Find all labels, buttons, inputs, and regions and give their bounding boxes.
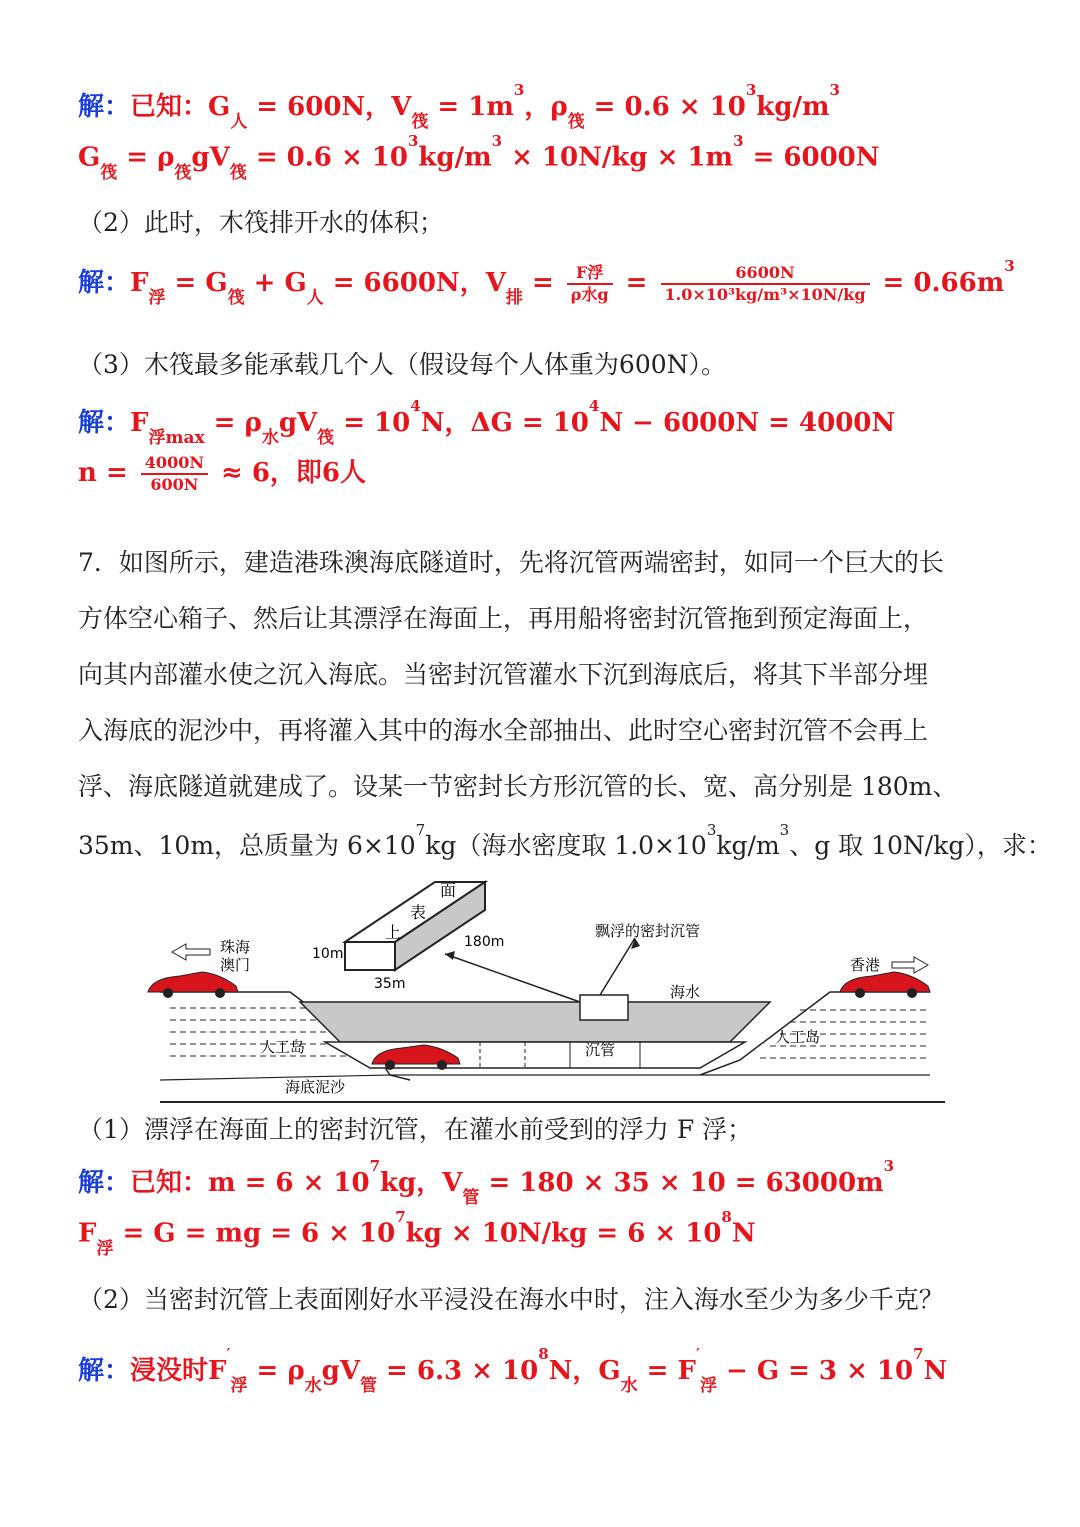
rest: N − 6000N = 4000N [599,408,896,438]
eq: = G = mg = 6 × 10 [113,1218,396,1249]
box-low-text: 上 [385,923,402,942]
box-top-text: 面 [440,881,457,900]
question-3: （3）木筏最多能承载几个人（假设每个人体重为600N）。 [78,350,727,379]
sup-3: 3 [883,1157,895,1176]
n-eq: n = [78,458,137,488]
float-label: 飘浮的密封沉管 [595,922,701,940]
g-value: = 600N， [247,92,392,122]
eq: = G [165,268,228,298]
arrow-to-box [445,954,580,1002]
problem7-line-6 [78,820,1052,862]
v-symbol: V [442,1168,463,1198]
seabed-line [160,1075,930,1080]
sub-fumax: 浮max [148,428,205,449]
f-symbol: F [130,408,149,438]
jie-label: 解： [78,1168,131,1198]
island-left-label: 人工岛 [260,1038,306,1056]
end: N [731,1218,756,1249]
dim-w: 35m [374,976,406,992]
box-mid-text: 表 [410,903,427,922]
answer-line-3: 解：$F_浮 = G_筏 + G_人 = 6600N$，$V_排$ = $\frac{\text{F浮}}{\text{ρ水g}}$ = $\frac{6600N}{\text{1.0×10³kg/m³×10N/kg}}$ = $0.66m^3$ [78,257,1015,309]
frac2-num: 6600N [661,263,870,285]
jie-label: 解： [78,92,131,122]
sub-fu-2: 浮 [699,1376,717,1397]
sub-shui-2: 水 [620,1376,638,1397]
sub-ren: 人 [230,112,248,133]
fraction-2 [661,263,870,305]
jie-label: 解： [78,1356,131,1386]
n-g: N，G [548,1356,621,1386]
sup3: 3 [706,820,717,839]
answer-line-7 [78,1208,756,1259]
car-left-icon [148,972,238,998]
end: − G = 3 × 10 [716,1356,914,1386]
right-arrow-icon [892,957,928,973]
fraction-3 [141,453,208,495]
answer-line-8: 解：浸没时$F'_浮 = \rho_水gV_管 = 6.3 \times 10^8N$，$G_水 = F'_浮 - G = 3 \times 10^7N$ [78,1345,948,1397]
g-symbol: G [208,92,231,122]
p7l6-c: kg/m [716,831,780,860]
sup7: 7 [415,820,426,839]
sup-8: 8 [538,1345,549,1364]
pipe-label: 沉管 [585,1041,616,1059]
rho-value: = 0.6 × 10 [584,92,746,122]
sub-fa: 筏 [317,428,335,449]
answer-line-2: $G_筏 = \rho_筏gV_筏 = 0.6 \times 10^3kg/m^3 \times 10N/kg \times 1m^3 = 6000N$ [78,132,880,183]
sub-guan: 管 [360,1376,377,1397]
sub-fa: 筏 [411,112,429,133]
sup-7: 7 [369,1157,381,1176]
value: = 6600N， [323,268,486,298]
problem7-line-4: 入海底的泥沙中，再将灌入其中的海水全部抽出、此时空心密封沉管不会再上 [78,716,929,745]
unit: kg/m [418,142,492,173]
answer-line-4 [78,397,896,449]
sub-fa-2: 筏 [567,112,585,133]
result: = 0.66m [873,268,1005,298]
frac1-den: ρ水g [570,285,609,304]
sub-pai: 排 [505,288,523,309]
p7l6-a: 35m、10m，总质量为 6×10 [78,831,416,860]
sub-fa-2: 筏 [174,162,192,183]
sup-3c: 3 [829,81,840,100]
sub-shui: 水 [261,428,279,449]
left-label-2: 澳门 [220,956,251,974]
sub-ren: 人 [306,288,324,309]
value: = 10 [334,408,411,438]
sup-3: 3 [513,81,525,100]
m-value: m = 6 × 10 [208,1168,370,1198]
result: = 6000N [743,142,880,173]
v-symbol: V [485,268,506,298]
value: = 6.3 × 10 [377,1356,539,1386]
question-2: （2）此时，木筏排开水的体积； [78,208,444,237]
problem7-line-2: 方体空心箱子、然后让其漂浮在海面上，再用船将密封沉管拖到预定海面上， [78,604,929,633]
sup-4b: 4 [588,397,600,416]
dim-l: 180m [464,934,505,950]
end2: N [923,1356,948,1386]
sup3b: 3 [779,820,790,839]
sup-8: 8 [721,1208,732,1226]
mid: kg × 10N/kg = 6 × 10 [405,1218,722,1249]
right-label: 香港 [850,956,881,974]
rest: × 10N/kg × 1m [502,142,734,173]
box-3d [345,882,485,970]
question-7-1: （1）漂浮在海面上的密封沉管，在灌水前受到的浮力 F 浮； [78,1115,753,1144]
car-right-icon [840,972,930,998]
left-arrow-icon [172,944,210,960]
question-7-2: （2）当密封沉管上表面刚好水平浸没在海水中时，注入海水至少为多少千克？ [78,1285,944,1314]
prime: ′ [226,1345,231,1364]
value: = 180 × 35 × 10 = 63000m [479,1168,884,1198]
sup-3b: 3 [745,81,757,100]
eq-sign: = [522,268,563,298]
problem7-line-1: 7．如图所示，建造港珠澳海底隧道时，先将沉管两端密封，如同一个巨大的长 [78,548,944,577]
p7l6-d: 、g 取 10N/kg），求： [789,831,1052,860]
sub-fu: 浮 [96,1238,114,1259]
problem7-line-5: 浮、海底隧道就建成了。设某一节密封长方形沉管的长、宽、高分别是 180m、 [78,772,958,801]
f-symbol: F [78,1218,97,1249]
rest: ≈ 6，即6人 [211,458,367,488]
dim-h: 10m [312,946,344,962]
gv: gV [278,408,318,438]
answer-line-1 [78,81,840,133]
left-label-1: 珠海 [220,938,251,956]
sup-7: 7 [395,1208,406,1226]
sub-fa-3: 筏 [229,162,247,183]
gv: gV [191,142,230,173]
sub-fu: 浮 [148,288,166,309]
answer-line-5 [78,452,366,495]
frac3-num: 4000N [141,453,208,475]
sea-label: 海水 [670,983,701,1001]
problem7-line-3: 向其内部灌水使之沉入海底。当密封沉管灌水下沉到海底后，将其下半部分埋 [78,660,929,689]
tunnel-diagram [140,870,950,1110]
gv: gV [321,1356,360,1386]
eq-rho: = ρ [117,142,175,173]
known-label: 已知： [130,1168,209,1198]
delta-g: N，ΔG = 10 [420,408,589,438]
f-symbol: F [130,268,149,298]
rho-unit: kg/m [756,92,830,122]
arrow-to-label [600,938,635,995]
frac1-num: F浮 [567,263,613,285]
eq: = ρ [204,408,262,438]
eq2: = 0.6 × 10 [246,142,408,173]
v-value: = 1m [428,92,514,122]
sea-surface [300,1002,770,1042]
jie-label: 解： [78,268,131,298]
p7l6-b: kg（海水密度取 1.0×10 [425,831,707,860]
sup-4: 4 [410,397,421,416]
sub-fa: 筏 [100,162,118,183]
arrow-head-1 [445,951,455,960]
text: 浸没时F [130,1356,227,1386]
comma: ， [524,92,551,122]
floating-tube [580,995,628,1020]
sub-guan: 管 [462,1188,480,1209]
plus: + G [244,268,307,298]
sub-shui: 水 [304,1376,322,1397]
answer-line-6 [78,1157,895,1209]
rho-symbol: ρ [550,92,568,122]
kg: kg， [380,1168,443,1198]
eq: = ρ [247,1356,305,1386]
sup-7: 7 [913,1345,924,1364]
known-label: 已知： [130,92,209,122]
island-right-label: 人工岛 [775,1028,821,1046]
jie-label: 解： [78,408,131,438]
g-symbol: G [78,142,101,173]
frac2-den: 1.0×10³kg/m³×10N/kg [664,285,866,304]
fraction-1 [567,263,613,305]
eq2: = F [637,1356,696,1386]
frac3-den: 600N [150,475,199,494]
v-symbol: V [391,92,412,122]
sand-label: 海底泥沙 [285,1078,346,1096]
sub-fu: 浮 [230,1376,248,1397]
